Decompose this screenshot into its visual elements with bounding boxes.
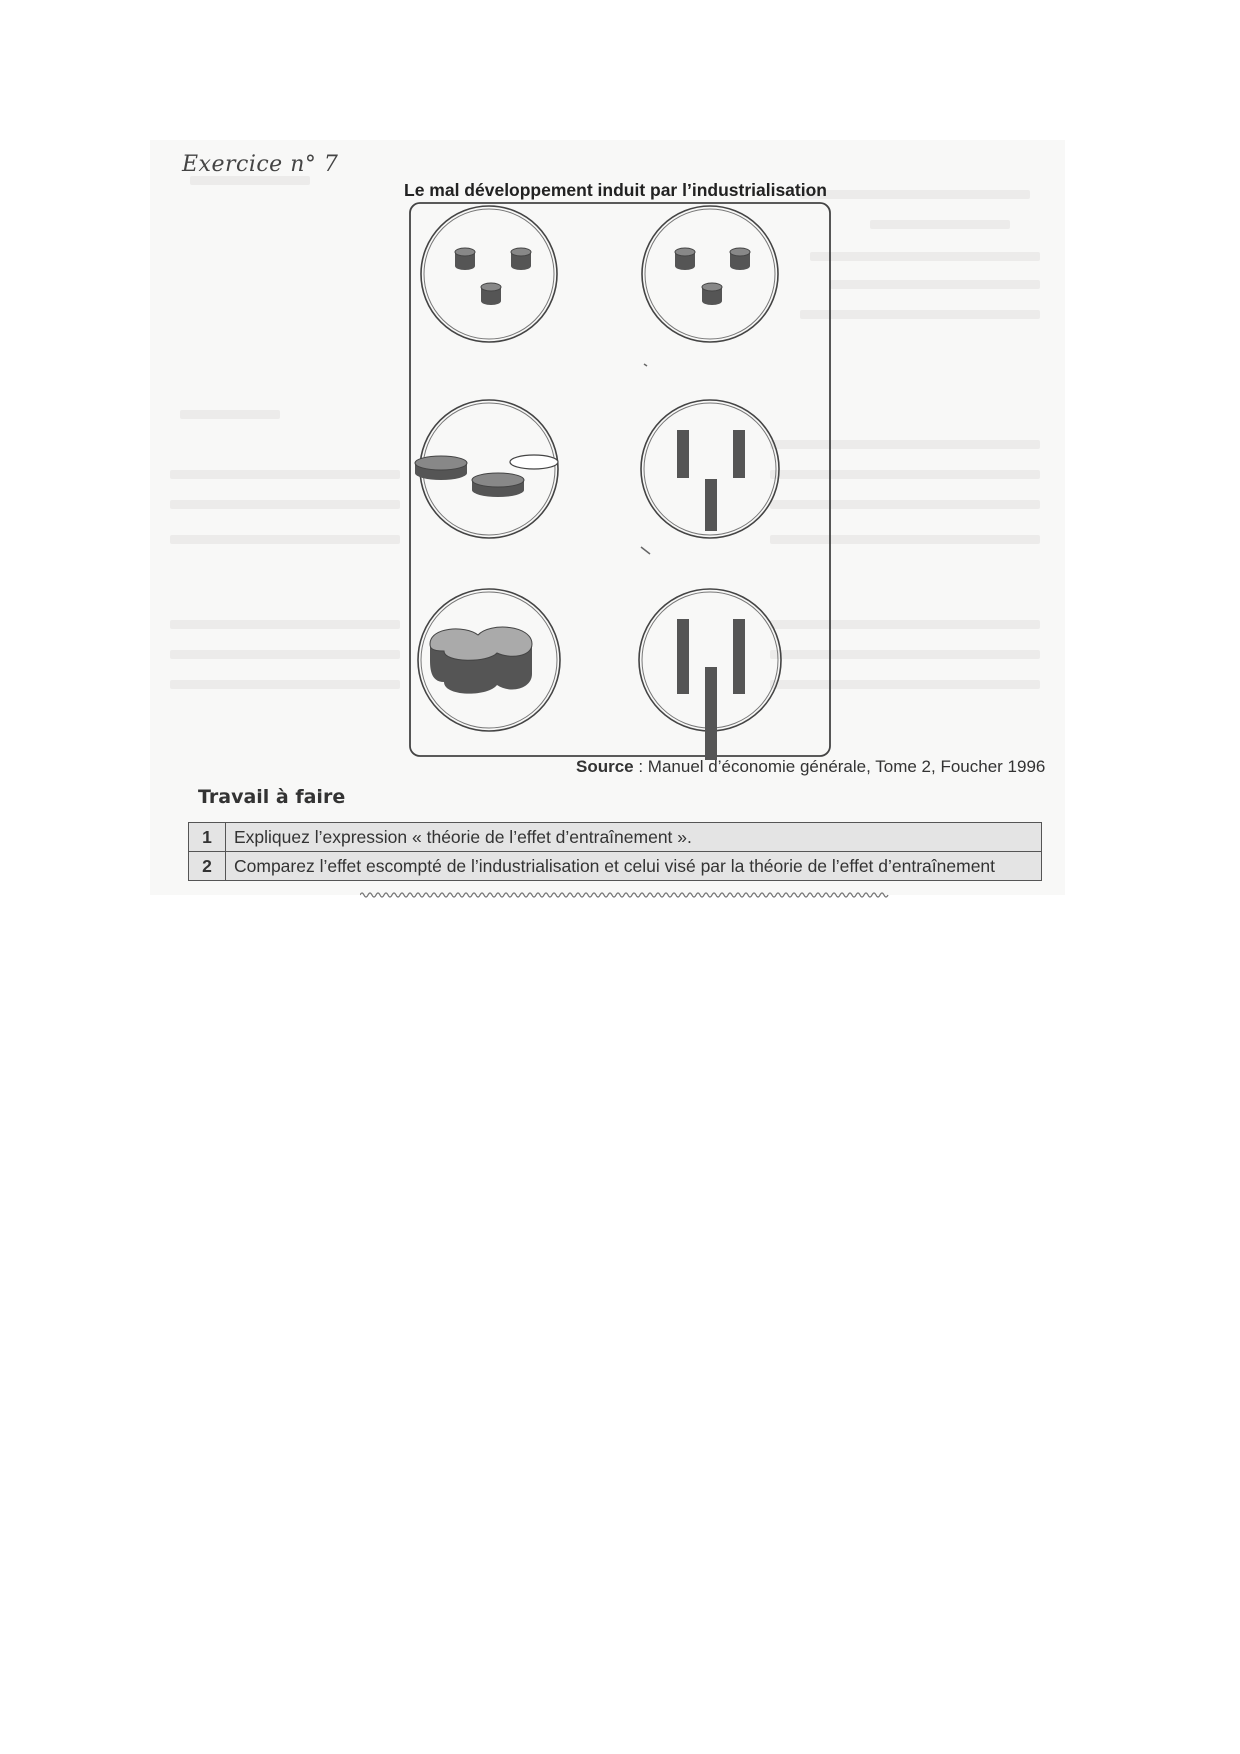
industrialisation-diagram: [400, 197, 840, 762]
stage-3-left-circle: [418, 589, 560, 731]
plant-shape: [415, 456, 467, 480]
plant-shape: [510, 455, 558, 469]
table-row: [189, 823, 1042, 852]
table-row: [189, 852, 1042, 881]
plant-shape: [705, 667, 717, 760]
tasks-heading: Travail à faire: [198, 786, 346, 808]
plant-shape: [733, 430, 745, 478]
stage-2-right-circle: [641, 400, 779, 538]
task-text: Comparez l’effet escompté de l’industrialisation et celui visé par la théorie de l’effet d’entraînement: [226, 852, 1042, 881]
stage-3-right-circle: [639, 589, 781, 760]
plant-shape: [705, 479, 717, 531]
plant-shape: [677, 619, 689, 694]
stage-2-left-circle: [415, 400, 558, 538]
plant-shape: [675, 248, 695, 270]
plant-shape: [455, 248, 475, 270]
stage-1-right-circle: [642, 206, 778, 342]
plant-shape: [472, 473, 524, 497]
figure-title: Le mal développement induit par l’industrialisation: [404, 180, 827, 200]
plant-shape: [730, 248, 750, 270]
figure-source: [576, 757, 1045, 777]
stage-1-left-circle: [421, 206, 557, 342]
task-number: 2: [189, 852, 226, 881]
tasks-table: [188, 822, 1042, 881]
task-text: Expliquez l’expression « théorie de l’effet d’entraînement ».: [226, 823, 1042, 852]
plant-shape: [733, 619, 745, 694]
plant-shape: [677, 430, 689, 478]
plant-shape: [702, 283, 722, 305]
exercise-number: Exercice n° 7: [182, 152, 339, 177]
task-number: 1: [189, 823, 226, 852]
source-label: Source: [576, 757, 634, 776]
plant-shape: [511, 248, 531, 270]
plant-shape: [481, 283, 501, 305]
wavy-divider: [360, 890, 890, 900]
source-text: : Manuel d’économie générale, Tome 2, Foucher 1996: [633, 757, 1046, 776]
